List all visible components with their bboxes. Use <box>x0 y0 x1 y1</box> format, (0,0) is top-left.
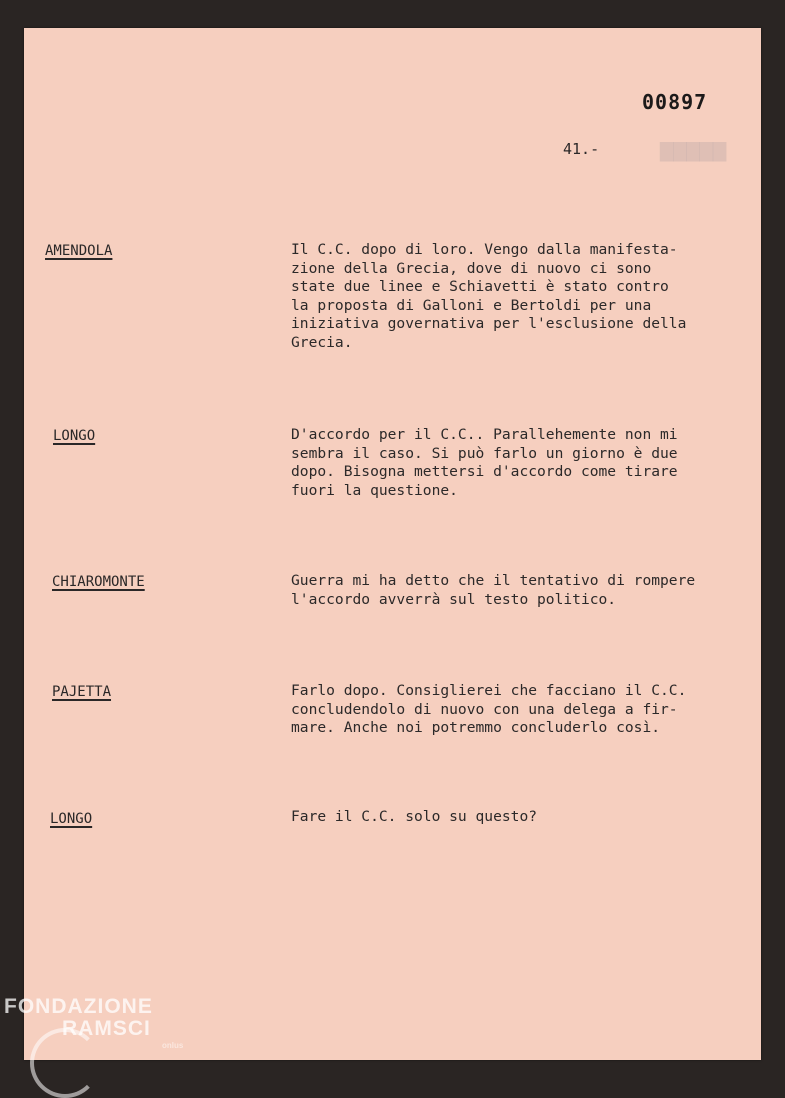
bleed-through-texture: ▆▆▆▆▆ <box>660 137 727 162</box>
watermark-line1: FONDAZIONE <box>4 995 153 1018</box>
speaker-name: AMENDOLA <box>45 243 113 259</box>
speaker-name: PAJETTA <box>52 684 112 700</box>
speaker-name: CHIAROMONTE <box>52 574 145 590</box>
document-page <box>24 28 761 1060</box>
speaker-name: LONGO <box>50 811 93 827</box>
speech-text: Farlo dopo. Consiglierei che facciano il C.C. concludendolo di nuovo con una delega a fir- mare. Anche noi potremmo concluderlo così. <box>291 682 687 736</box>
document-number: 00897 <box>642 90 708 114</box>
speaker-name: LONGO <box>53 428 96 444</box>
watermark <box>4 995 183 1050</box>
watermark-line3: onlus <box>162 1041 184 1050</box>
speech-text: Fare il C.C. solo su questo? <box>291 808 538 825</box>
page-number: 41.- <box>563 140 600 158</box>
speech-text: D'accordo per il C.C.. Parallehemente non mi sembra il caso. Si può farlo un giorno è due dopo. Bisogna mettersi d'accordo come tirare fuori la questione. <box>291 426 678 499</box>
watermark-line2: RAMSCI <box>62 1017 151 1040</box>
speech-text: Guerra mi ha detto che il tentativo di rompere l'accordo avverrà sul testo politico. <box>291 572 696 608</box>
speech-text: Il C.C. dopo di loro. Vengo dalla manifesta- zione della Grecia, dove di nuovo ci sono state due linee e Schiavetti è stato contro la proposta di Galloni e Bertoldi per una iniziativa governativa per l'esclusione della Grecia. <box>291 241 687 351</box>
